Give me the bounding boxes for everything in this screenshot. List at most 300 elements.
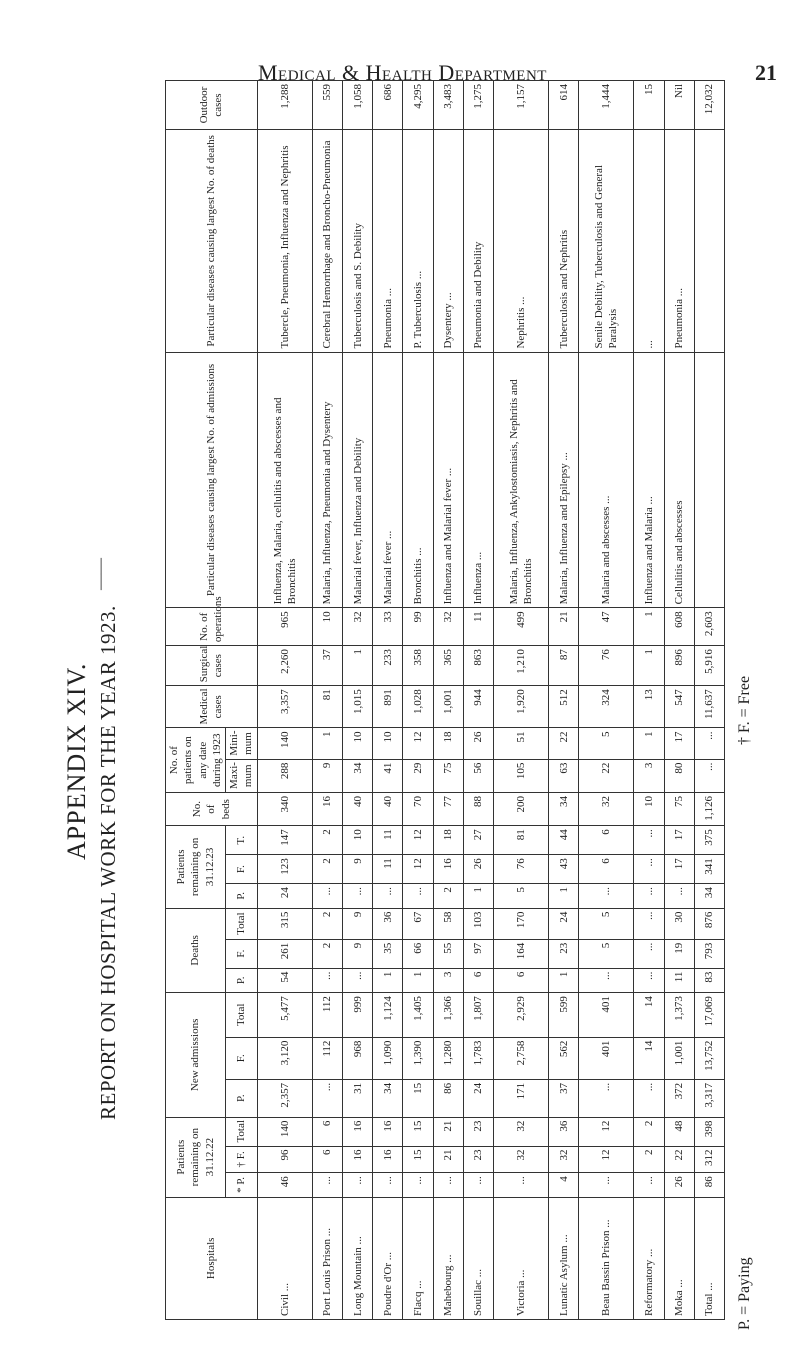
cell-n-p: 34 xyxy=(373,1079,403,1117)
cell-e-f: 76 xyxy=(493,855,548,884)
cell-e-f: 6 xyxy=(579,855,634,884)
cell-e-t: 44 xyxy=(549,826,579,855)
cell-maxi: 9 xyxy=(312,759,342,792)
new-admissions-header: New admissions xyxy=(166,993,226,1118)
cell-hospital: Mahebourg ... xyxy=(433,1197,463,1319)
cell-n-f: 13,752 xyxy=(694,1037,724,1079)
cell-d-total: 5 xyxy=(579,908,634,939)
cell-e-p: 34 xyxy=(694,884,724,908)
cell-surgical: 365 xyxy=(433,646,463,686)
footnote-free: † F. = Free xyxy=(736,675,753,745)
cell-maxi: 3 xyxy=(634,759,664,792)
cell-r-total: 16 xyxy=(343,1117,373,1146)
cell-r-f: 16 xyxy=(373,1146,403,1173)
hospital-work-table-wrapper xyxy=(165,80,725,1320)
cell-d-f: 164 xyxy=(493,939,548,968)
cell-e-t: 11 xyxy=(373,826,403,855)
cell-medical: 891 xyxy=(373,686,403,728)
cell-adm-disease: Malarial fever ... xyxy=(373,352,403,608)
subheader-total: Total xyxy=(226,908,258,939)
cell-r-p: ... xyxy=(433,1173,463,1197)
cell-medical: 13 xyxy=(634,686,664,728)
cell-d-p: 83 xyxy=(694,968,724,992)
cell-hospital: Long Mountain ... xyxy=(343,1197,373,1319)
cell-r-p: ... xyxy=(312,1173,342,1197)
cell-hospital: Reformatory ... xyxy=(634,1197,664,1319)
cell-surgical: 76 xyxy=(579,646,634,686)
cell-n-p: 24 xyxy=(463,1079,493,1117)
cell-r-f: 12 xyxy=(579,1146,634,1173)
cell-n-total: 1,124 xyxy=(373,993,403,1038)
cell-n-p: ... xyxy=(579,1079,634,1117)
cell-surgical: 358 xyxy=(403,646,433,686)
cell-surgical: 1 xyxy=(343,646,373,686)
cell-beds: 70 xyxy=(403,792,433,825)
table-row xyxy=(343,81,373,1320)
cell-outdoor: 1,275 xyxy=(463,81,493,130)
appendix-label: APPENDIX XIV. xyxy=(62,662,91,860)
cell-d-p: ... xyxy=(312,968,342,992)
cell-outdoor: 614 xyxy=(549,81,579,130)
cell-r-p: ... xyxy=(463,1173,493,1197)
cell-n-p: 2,357 xyxy=(257,1079,312,1117)
patients-any-date-header: No. of patients on any date during 1923 xyxy=(166,728,226,793)
cell-d-p: 11 xyxy=(664,968,694,992)
cell-n-total: 14 xyxy=(634,993,664,1038)
cell-d-p: 1 xyxy=(403,968,433,992)
cell-d-f: 261 xyxy=(257,939,312,968)
cell-d-p: 3 xyxy=(433,968,463,992)
cell-ops: 499 xyxy=(493,608,548,646)
cell-e-f: 16 xyxy=(433,855,463,884)
table-row xyxy=(493,81,548,1320)
cell-mini: 1 xyxy=(312,728,342,759)
cell-r-f: 96 xyxy=(257,1146,312,1173)
cell-ops: 32 xyxy=(433,608,463,646)
cell-beds: 200 xyxy=(493,792,548,825)
cell-r-total: 21 xyxy=(433,1117,463,1146)
running-title: Medical & Health Department xyxy=(258,60,547,85)
cell-ops: 33 xyxy=(373,608,403,646)
cell-d-f: 97 xyxy=(463,939,493,968)
cell-hospital: Lunatic Asylum ... xyxy=(549,1197,579,1319)
cell-r-total: 23 xyxy=(463,1117,493,1146)
cell-ops: 11 xyxy=(463,608,493,646)
cell-e-f: 2 xyxy=(312,855,342,884)
cell-surgical: 87 xyxy=(549,646,579,686)
cell-e-t: 375 xyxy=(694,826,724,855)
cell-d-total: 67 xyxy=(403,908,433,939)
cell-d-f: 35 xyxy=(373,939,403,968)
cell-n-p: 171 xyxy=(493,1079,548,1117)
cell-ops: 1 xyxy=(634,608,664,646)
cell-adm-disease: Influenza and Malaria ... xyxy=(634,352,664,608)
cell-medical: 1,920 xyxy=(493,686,548,728)
cell-maxi: 56 xyxy=(463,759,493,792)
remaining-start-header: Patients remaining on 31.12.22 xyxy=(166,1117,226,1197)
subheader-f: F. xyxy=(226,1037,258,1079)
cell-e-p: 2 xyxy=(433,884,463,908)
cell-death-disease: P. Tuberculosis ... xyxy=(403,130,433,352)
cell-r-p: 46 xyxy=(257,1173,312,1197)
cell-outdoor: 3,483 xyxy=(433,81,463,130)
cell-d-p: ... xyxy=(579,968,634,992)
cell-n-p: 31 xyxy=(343,1079,373,1117)
cell-r-total: 36 xyxy=(549,1117,579,1146)
title-separator: —— xyxy=(92,558,109,590)
subheader-minimum: Mini-mum xyxy=(226,728,258,759)
cell-beds: 88 xyxy=(463,792,493,825)
cell-d-f: 5 xyxy=(579,939,634,968)
cell-r-p: 86 xyxy=(694,1173,724,1197)
remaining-end-header: Patients remaining on 31.12.23 xyxy=(166,826,226,908)
medical-cases-header: Medical cases xyxy=(166,686,258,728)
subheader-p: P. xyxy=(226,1079,258,1117)
cell-n-f: 1,390 xyxy=(403,1037,433,1079)
cell-r-p: ... xyxy=(343,1173,373,1197)
cell-medical: 1,001 xyxy=(433,686,463,728)
cell-r-p: ... xyxy=(579,1173,634,1197)
table-row xyxy=(373,81,403,1320)
cell-outdoor: 686 xyxy=(373,81,403,130)
cell-r-p: ... xyxy=(373,1173,403,1197)
cell-r-total: 6 xyxy=(312,1117,342,1146)
cell-mini: ... xyxy=(694,728,724,759)
cell-adm-disease: Malaria, Influenza, Pneumonia and Dysentery xyxy=(312,352,342,608)
cell-adm-disease: Cellulitis and abscesses xyxy=(664,352,694,608)
cell-e-t: 6 xyxy=(579,826,634,855)
cell-r-p: ... xyxy=(403,1173,433,1197)
cell-r-p: ... xyxy=(634,1173,664,1197)
cell-death-disease xyxy=(694,130,724,352)
footnote-paying: P. = Paying xyxy=(736,1257,753,1330)
cell-r-f: 16 xyxy=(343,1146,373,1173)
cell-ops: 10 xyxy=(312,608,342,646)
cell-mini: 10 xyxy=(373,728,403,759)
cell-hospital: Port Louis Prison ... xyxy=(312,1197,342,1319)
cell-r-total: 12 xyxy=(579,1117,634,1146)
cell-adm-disease: Bronchitis ... xyxy=(403,352,433,608)
cell-d-f: 66 xyxy=(403,939,433,968)
cell-maxi: 22 xyxy=(579,759,634,792)
cell-n-p: 86 xyxy=(433,1079,463,1117)
cell-mini: 51 xyxy=(493,728,548,759)
cell-n-f: 401 xyxy=(579,1037,634,1079)
cell-d-f: 9 xyxy=(343,939,373,968)
cell-n-f: 2,758 xyxy=(493,1037,548,1079)
cell-surgical: 1 xyxy=(634,646,664,686)
cell-ops: 47 xyxy=(579,608,634,646)
table-row xyxy=(257,81,312,1320)
cell-e-f: 26 xyxy=(463,855,493,884)
cell-d-total: 876 xyxy=(694,908,724,939)
cell-e-t: 27 xyxy=(463,826,493,855)
cell-r-total: 2 xyxy=(634,1117,664,1146)
table-row xyxy=(403,81,433,1320)
page-number: 21 xyxy=(755,60,777,85)
cell-e-t: 2 xyxy=(312,826,342,855)
cell-e-t: 12 xyxy=(403,826,433,855)
cell-d-f: 23 xyxy=(549,939,579,968)
cell-ops: 965 xyxy=(257,608,312,646)
cell-hospital: Total ... xyxy=(694,1197,724,1319)
cell-r-f: 312 xyxy=(694,1146,724,1173)
cell-r-p: ... xyxy=(493,1173,548,1197)
cell-surgical: 896 xyxy=(664,646,694,686)
table-body xyxy=(257,81,724,1320)
cell-surgical: 2,260 xyxy=(257,646,312,686)
cell-n-total: 1,373 xyxy=(664,993,694,1038)
cell-medical: 11,637 xyxy=(694,686,724,728)
subheader-total: Total xyxy=(226,993,258,1038)
cell-death-disease: Pneumonia and Debility xyxy=(463,130,493,352)
cell-e-t: 17 xyxy=(664,826,694,855)
cell-e-t: ... xyxy=(634,826,664,855)
cell-e-t: 10 xyxy=(343,826,373,855)
cell-adm-disease: Malaria, Influenza and Epilepsy ... xyxy=(549,352,579,608)
cell-d-f: 19 xyxy=(664,939,694,968)
cell-beds: 34 xyxy=(549,792,579,825)
cell-e-f: ... xyxy=(634,855,664,884)
subheader-maximum: Maxi-mum xyxy=(226,759,258,792)
cell-e-f: 12 xyxy=(403,855,433,884)
cell-r-f: 32 xyxy=(493,1146,548,1173)
cell-beds: 32 xyxy=(579,792,634,825)
table-row xyxy=(664,81,694,1320)
cell-e-t: 18 xyxy=(433,826,463,855)
cell-e-p: 1 xyxy=(463,884,493,908)
cell-ops: 608 xyxy=(664,608,694,646)
cell-d-total: 9 xyxy=(343,908,373,939)
cell-e-p: ... xyxy=(579,884,634,908)
cell-r-total: 15 xyxy=(403,1117,433,1146)
cell-n-total: 1,366 xyxy=(433,993,463,1038)
cell-r-f: 15 xyxy=(403,1146,433,1173)
cell-n-f: 968 xyxy=(343,1037,373,1079)
operations-header: No. of operations xyxy=(166,608,258,646)
cell-d-p: 54 xyxy=(257,968,312,992)
cell-outdoor: 1,288 xyxy=(257,81,312,130)
cell-ops: 21 xyxy=(549,608,579,646)
cell-beds: 1,126 xyxy=(694,792,724,825)
cell-outdoor: 559 xyxy=(312,81,342,130)
cell-beds: 40 xyxy=(373,792,403,825)
cell-d-f: 793 xyxy=(694,939,724,968)
cell-death-disease: Senile Debility, Tuberculosis and General Paralysis xyxy=(579,130,634,352)
cell-d-p: 1 xyxy=(373,968,403,992)
cell-e-f: 43 xyxy=(549,855,579,884)
subheader-f: F. xyxy=(226,939,258,968)
cell-d-p: ... xyxy=(343,968,373,992)
cell-death-disease: Tuberculosis and Nephritis xyxy=(549,130,579,352)
cell-r-total: 32 xyxy=(493,1117,548,1146)
cell-e-f: 17 xyxy=(664,855,694,884)
cell-maxi: 105 xyxy=(493,759,548,792)
cell-d-total: 58 xyxy=(433,908,463,939)
cell-d-p: 1 xyxy=(549,968,579,992)
cell-maxi: 63 xyxy=(549,759,579,792)
cell-medical: 1,028 xyxy=(403,686,433,728)
cell-medical: 944 xyxy=(463,686,493,728)
cell-n-f: 1,280 xyxy=(433,1037,463,1079)
cell-adm-disease xyxy=(694,352,724,608)
cell-n-p: 3,317 xyxy=(694,1079,724,1117)
cell-n-total: 1,405 xyxy=(403,993,433,1038)
cell-e-t: 81 xyxy=(493,826,548,855)
cell-death-disease: Cerebral Hemorrhage and Broncho-Pneumonia xyxy=(312,130,342,352)
cell-surgical: 863 xyxy=(463,646,493,686)
cell-surgical: 5,916 xyxy=(694,646,724,686)
cell-d-p: ... xyxy=(634,968,664,992)
cell-n-p: 37 xyxy=(549,1079,579,1117)
cell-n-f: 3,120 xyxy=(257,1037,312,1079)
cell-medical: 324 xyxy=(579,686,634,728)
cell-maxi: 288 xyxy=(257,759,312,792)
cell-d-f: ... xyxy=(634,939,664,968)
cell-n-p: 372 xyxy=(664,1079,694,1117)
cell-death-disease: ... xyxy=(634,130,664,352)
cell-e-p: ... xyxy=(403,884,433,908)
beds-header: No. of beds xyxy=(166,792,258,825)
deaths-disease-header: Particular diseases causing largest No. of deaths xyxy=(166,130,258,352)
table-row xyxy=(463,81,493,1320)
subheader-f-dagger: † F. xyxy=(226,1146,258,1173)
cell-e-p: 1 xyxy=(549,884,579,908)
cell-outdoor: 1,157 xyxy=(493,81,548,130)
cell-ops: 2,603 xyxy=(694,608,724,646)
cell-beds: 340 xyxy=(257,792,312,825)
cell-outdoor: 12,032 xyxy=(694,81,724,130)
cell-d-f: 55 xyxy=(433,939,463,968)
deaths-header: Deaths xyxy=(166,908,226,993)
cell-e-p: 24 xyxy=(257,884,312,908)
hospital-work-table xyxy=(165,80,725,1320)
cell-maxi: 41 xyxy=(373,759,403,792)
cell-outdoor: 1,444 xyxy=(579,81,634,130)
cell-death-disease: Pneumonia ... xyxy=(664,130,694,352)
cell-death-disease: Dysentery ... xyxy=(433,130,463,352)
cell-mini: 26 xyxy=(463,728,493,759)
table-row xyxy=(634,81,664,1320)
cell-r-f: 32 xyxy=(549,1146,579,1173)
cell-outdoor: 4,295 xyxy=(403,81,433,130)
cell-maxi: ... xyxy=(694,759,724,792)
cell-r-f: 2 xyxy=(634,1146,664,1173)
cell-surgical: 37 xyxy=(312,646,342,686)
cell-n-p: ... xyxy=(312,1079,342,1117)
cell-death-disease: Tuberculosis and S. Debility xyxy=(343,130,373,352)
cell-r-total: 398 xyxy=(694,1117,724,1146)
cell-medical: 1,015 xyxy=(343,686,373,728)
cell-maxi: 75 xyxy=(433,759,463,792)
subheader-p: P. xyxy=(226,884,258,908)
cell-surgical: 1,210 xyxy=(493,646,548,686)
cell-r-f: 6 xyxy=(312,1146,342,1173)
cell-d-total: 315 xyxy=(257,908,312,939)
cell-adm-disease: Influenza, Malaria, cellulitis and abscesses and Bronchitis xyxy=(257,352,312,608)
cell-n-f: 112 xyxy=(312,1037,342,1079)
cell-surgical: 233 xyxy=(373,646,403,686)
cell-n-p: ... xyxy=(634,1079,664,1117)
cell-e-p: ... xyxy=(373,884,403,908)
cell-medical: 547 xyxy=(664,686,694,728)
cell-hospital: Moka ... xyxy=(664,1197,694,1319)
cell-n-total: 1,807 xyxy=(463,993,493,1038)
cell-e-f: 123 xyxy=(257,855,312,884)
cell-adm-disease: Malaria and abscesses ... xyxy=(579,352,634,608)
cell-beds: 75 xyxy=(664,792,694,825)
cell-e-f: 341 xyxy=(694,855,724,884)
cell-n-total: 112 xyxy=(312,993,342,1038)
cell-n-f: 14 xyxy=(634,1037,664,1079)
table-row xyxy=(312,81,342,1320)
cell-mini: 5 xyxy=(579,728,634,759)
cell-medical: 81 xyxy=(312,686,342,728)
cell-d-total: 30 xyxy=(664,908,694,939)
cell-e-p: ... xyxy=(343,884,373,908)
table-row xyxy=(694,81,724,1320)
cell-n-f: 562 xyxy=(549,1037,579,1079)
cell-adm-disease: Influenza and Malarial fever ... xyxy=(433,352,463,608)
cell-mini: 12 xyxy=(403,728,433,759)
cell-adm-disease: Malaria, Influenza, Ankylostomiasis, Nephritis and Bronchitis xyxy=(493,352,548,608)
cell-mini: 18 xyxy=(433,728,463,759)
subheader-p-star: * P. xyxy=(226,1173,258,1197)
cell-hospital: Victoria ... xyxy=(493,1197,548,1319)
cell-d-total: 2 xyxy=(312,908,342,939)
cell-r-f: 23 xyxy=(463,1146,493,1173)
cell-e-p: ... xyxy=(664,884,694,908)
subheader-f: F. xyxy=(226,855,258,884)
cell-medical: 512 xyxy=(549,686,579,728)
cell-d-total: 170 xyxy=(493,908,548,939)
cell-mini: 10 xyxy=(343,728,373,759)
cell-e-f: 11 xyxy=(373,855,403,884)
cell-adm-disease: Malarial fever, Influenza and Debility xyxy=(343,352,373,608)
cell-r-total: 140 xyxy=(257,1117,312,1146)
cell-hospital: Beau Bassin Prison ... xyxy=(579,1197,634,1319)
cell-r-f: 22 xyxy=(664,1146,694,1173)
cell-e-p: ... xyxy=(634,884,664,908)
cell-beds: 40 xyxy=(343,792,373,825)
cell-hospital: Souillac ... xyxy=(463,1197,493,1319)
cell-n-total: 2,929 xyxy=(493,993,548,1038)
cell-n-total: 17,069 xyxy=(694,993,724,1038)
cell-n-f: 1,783 xyxy=(463,1037,493,1079)
outdoor-cases-header: Outdoor cases xyxy=(166,81,258,130)
cell-e-f: 9 xyxy=(343,855,373,884)
cell-outdoor: Nil xyxy=(664,81,694,130)
cell-death-disease: Tubercle, Pneumonia, Influenza and Nephritis xyxy=(257,130,312,352)
cell-e-t: 147 xyxy=(257,826,312,855)
cell-death-disease: Pneumonia ... xyxy=(373,130,403,352)
cell-beds: 77 xyxy=(433,792,463,825)
cell-r-f: 21 xyxy=(433,1146,463,1173)
surgical-cases-header: Surgical cases xyxy=(166,646,258,686)
cell-ops: 32 xyxy=(343,608,373,646)
cell-r-total: 16 xyxy=(373,1117,403,1146)
cell-ops: 99 xyxy=(403,608,433,646)
cell-hospital: Civil ... xyxy=(257,1197,312,1319)
cell-maxi: 29 xyxy=(403,759,433,792)
table-row xyxy=(433,81,463,1320)
cell-e-p: 5 xyxy=(493,884,548,908)
cell-e-p: ... xyxy=(312,884,342,908)
cell-medical: 3,357 xyxy=(257,686,312,728)
cell-d-p: 6 xyxy=(493,968,548,992)
table-row xyxy=(549,81,579,1320)
cell-r-p: 4 xyxy=(549,1173,579,1197)
